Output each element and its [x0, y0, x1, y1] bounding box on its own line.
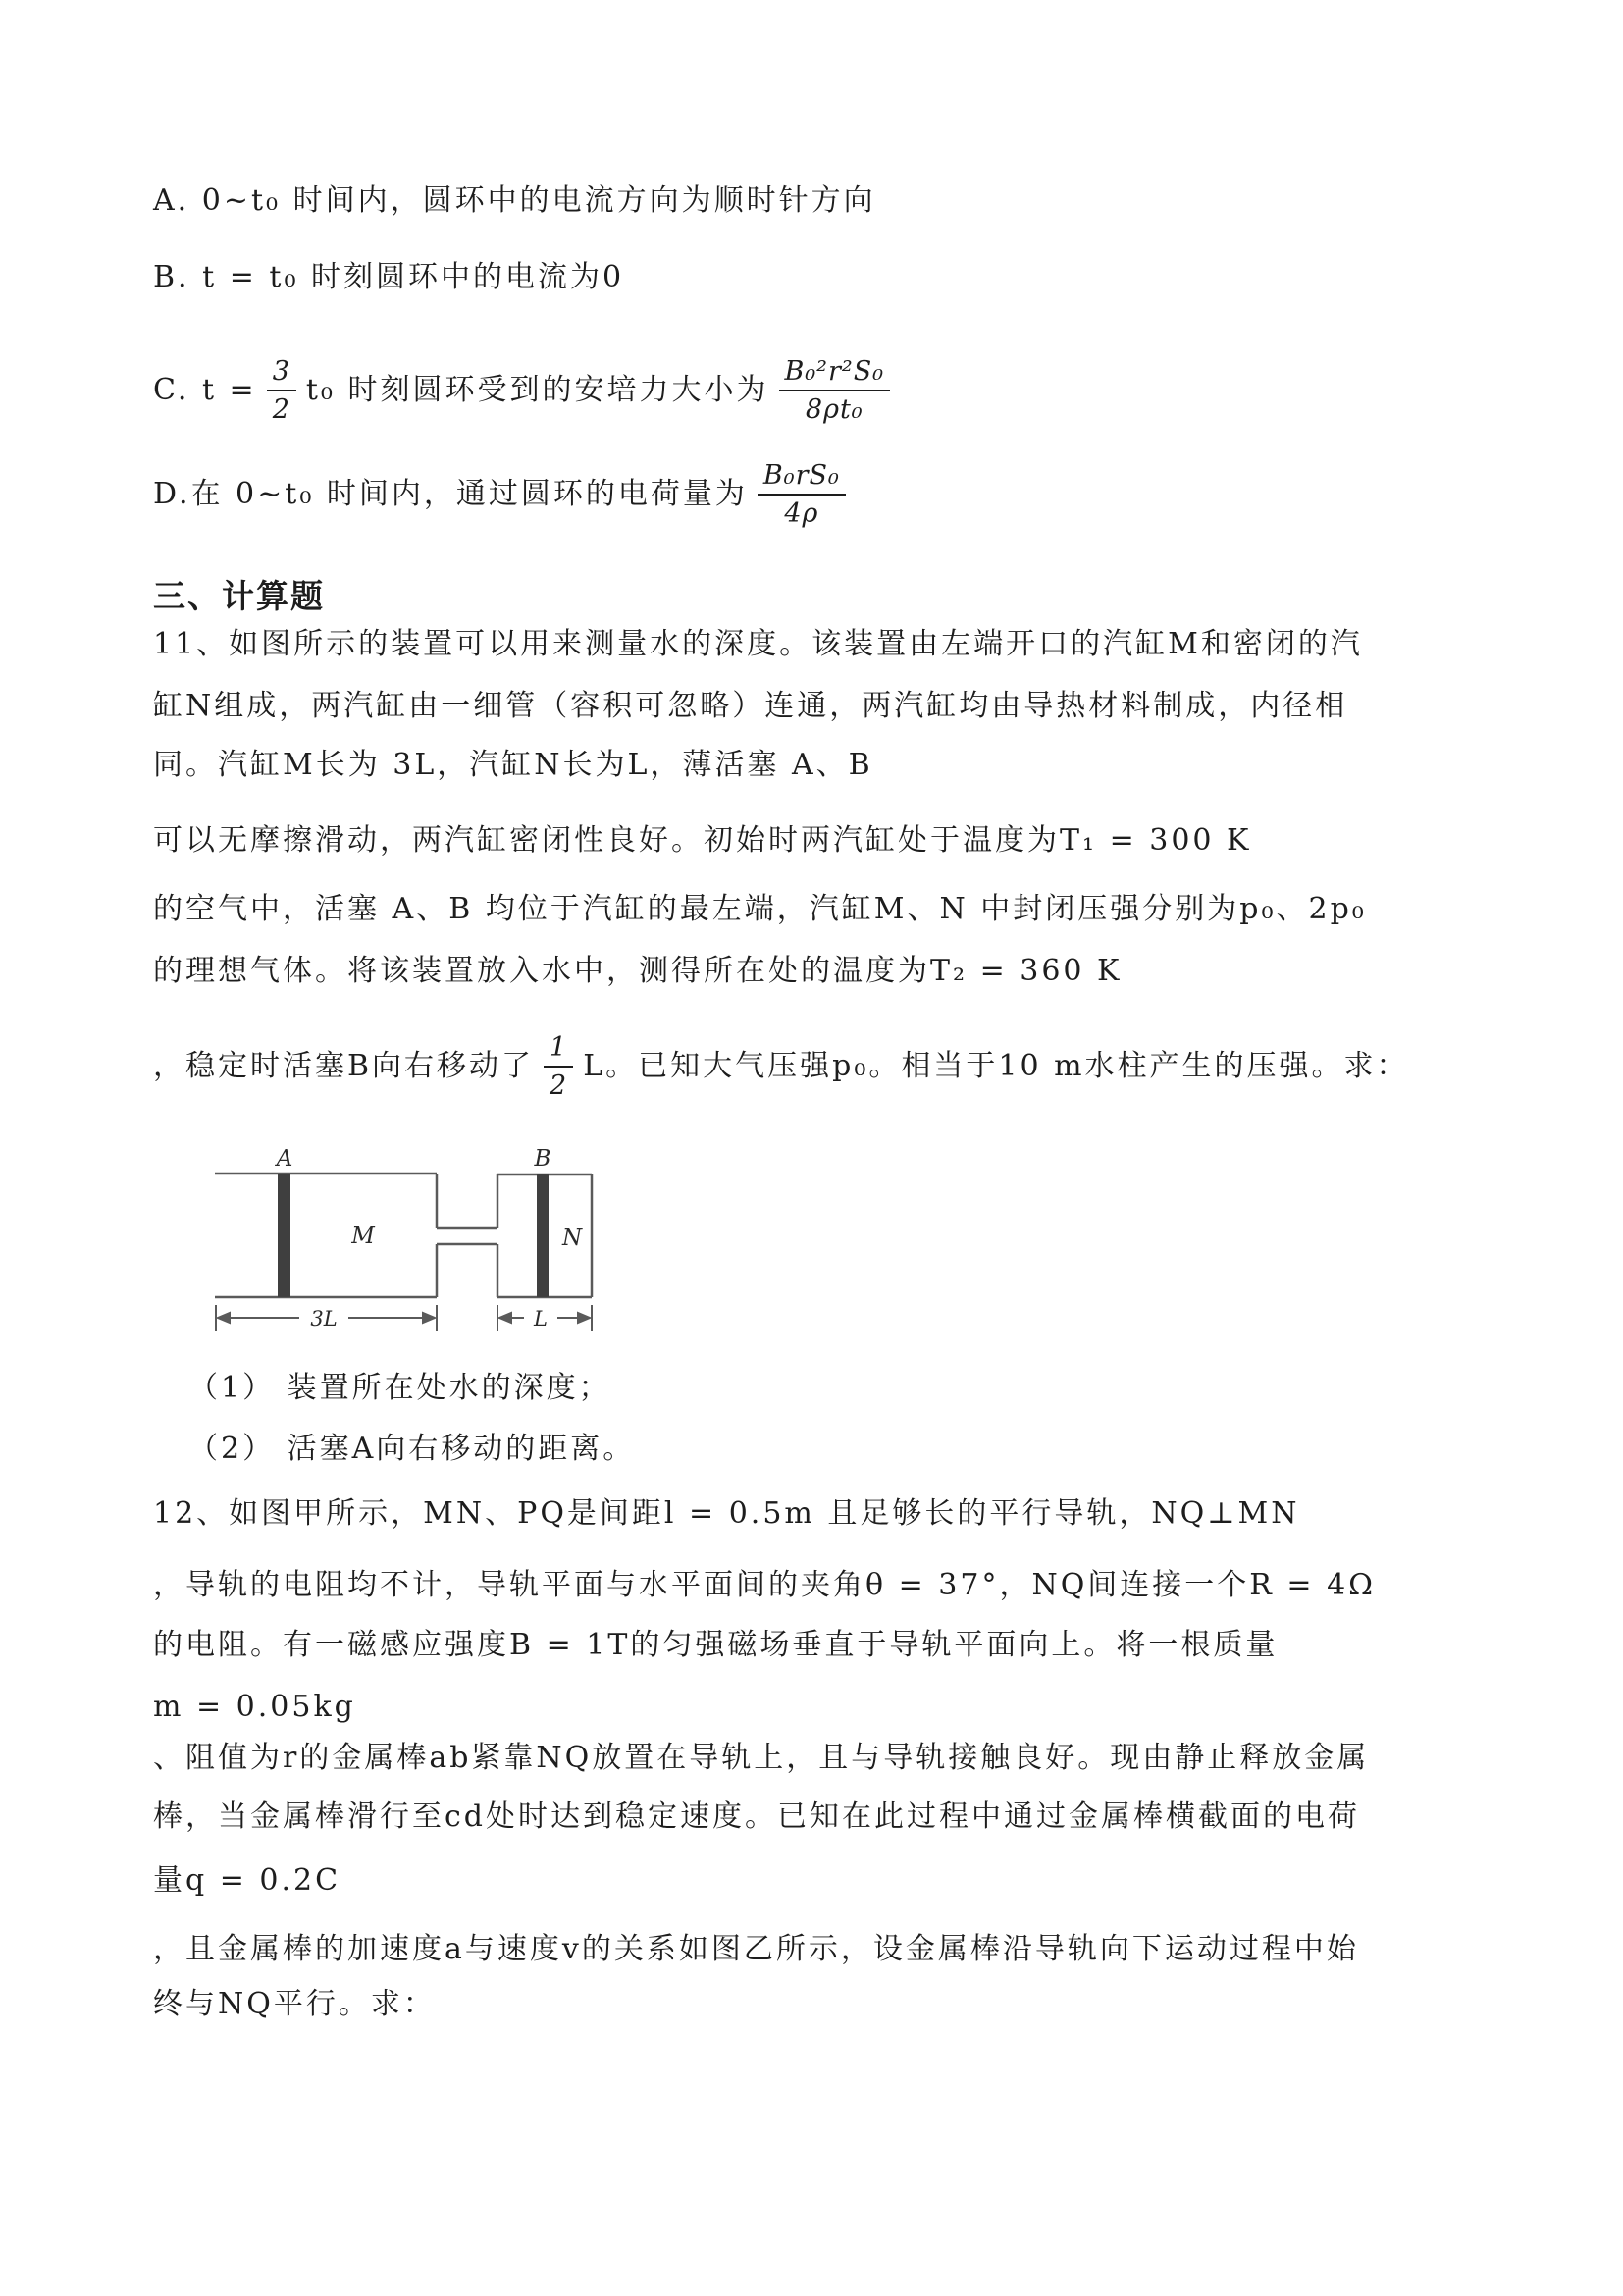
fraction-charge: $\frac{\text{B₀rS₀}}{4\rho}$ — [758, 460, 846, 529]
option-c-pre: C. t = — [153, 373, 257, 407]
option-d — [153, 453, 856, 536]
option-c — [153, 343, 900, 438]
q11-line-1: 11、如图所示的装置可以用来测量水的深度。该装置由左端开口的汽缸M和密闭的汽 — [153, 627, 1363, 661]
q12-line-5: 、阻值为r的金属棒ab紧靠NQ放置在导轨上，且与导轨接触良好。现由静止释放金属 — [153, 1741, 1370, 1775]
fraction-three-halves: $\frac{3}{2}$ — [267, 356, 296, 425]
option-d-pre: D.在 0~t₀ 时间内，通过圆环的电荷量为 — [153, 477, 748, 511]
q11-line-7-post: L。已知大气压强p₀。相当于10 m水柱产生的压强。求： — [583, 1049, 1409, 1083]
q11-line-6: 的理想气体。将该装置放入水中，测得所在处的温度为T₂ = 360 K — [153, 954, 1123, 988]
fraction-one-half: $\frac{1}{2}$ — [544, 1032, 573, 1101]
piston-a — [278, 1174, 290, 1297]
q12-line-6: 棒，当金属棒滑行至cd处时达到稳定速度。已知在此过程中通过金属棒横截面的电荷 — [153, 1800, 1361, 1834]
cylinder-outlines — [215, 1174, 592, 1297]
section-heading: 三、计算题 — [153, 577, 325, 615]
piston-b-label: B — [534, 1146, 551, 1172]
q11-line-3: 同。汽缸M长为 3L，汽缸N长为L，薄活塞 A、B — [153, 748, 873, 782]
cylinder-n-label: N — [561, 1226, 583, 1251]
cylinder-m-label: M — [351, 1224, 375, 1249]
q12-line-2: ，导轨的电阻均不计，导轨平面与水平面间的夹角θ = 37°，NQ间连接一个R = 4Ω — [153, 1568, 1377, 1602]
q11-sub-question-2: （2） 活塞A向右移动的距离。 — [188, 1432, 636, 1466]
option-b: B. t = t₀ 时刻圆环中的电流为0 — [153, 260, 625, 294]
q11-line-7-pre: ，稳定时活塞B向右移动了 — [153, 1049, 535, 1083]
q11-line-2: 缸N组成，两汽缸由一细管（容积可忽略）连通，两汽缸均由导热材料制成，内径相 — [153, 689, 1348, 723]
dimension-l-label: L — [534, 1307, 548, 1331]
cylinder-figure — [196, 1141, 608, 1342]
q11-line-7 — [153, 1028, 1409, 1105]
q12-line-7: 量q = 0.2C — [153, 1863, 341, 1898]
piston-a-label: A — [276, 1146, 293, 1172]
piston-b — [537, 1174, 549, 1297]
q12-line-4: m = 0.05kg — [153, 1690, 356, 1724]
option-a: A. 0~t₀ 时间内，圆环中的电流方向为顺时针方向 — [153, 183, 876, 218]
q12-line-8: ，且金属棒的加速度a与速度v的关系如图乙所示，设金属棒沿导轨向下运动过程中始 — [153, 1932, 1359, 1966]
q11-sub-question-1: （1） 装置所在处水的深度； — [188, 1371, 611, 1405]
q12-line-3: 的电阻。有一磁感应强度B = 1T的匀强磁场垂直于导轨平面向上。将一根质量 — [153, 1628, 1279, 1662]
q12-line-1: 12、如图甲所示，MN、PQ是间距l = 0.5m 且足够长的平行导轨，NQ⊥MN — [153, 1496, 1300, 1531]
q11-line-5: 的空气中，活塞 A、B 均位于汽缸的最左端，汽缸M、N 中封闭压强分别为p₀、2p₀ — [153, 892, 1367, 926]
dimension-3l-label: 3L — [310, 1307, 338, 1331]
option-c-mid: t₀ 时刻圆环受到的安培力大小为 — [305, 373, 769, 407]
cylinder-figure-svg — [196, 1141, 608, 1342]
q12-line-9: 终与NQ平行。求： — [153, 1987, 436, 2021]
fraction-ampere-force: $\frac{\text{B₀²r²S₀}}{\text{8ρt₀}}$ — [779, 356, 891, 425]
q11-line-4: 可以无摩擦滑动，两汽缸密闭性良好。初始时两汽缸处于温度为T₁ = 300 K — [153, 823, 1252, 858]
